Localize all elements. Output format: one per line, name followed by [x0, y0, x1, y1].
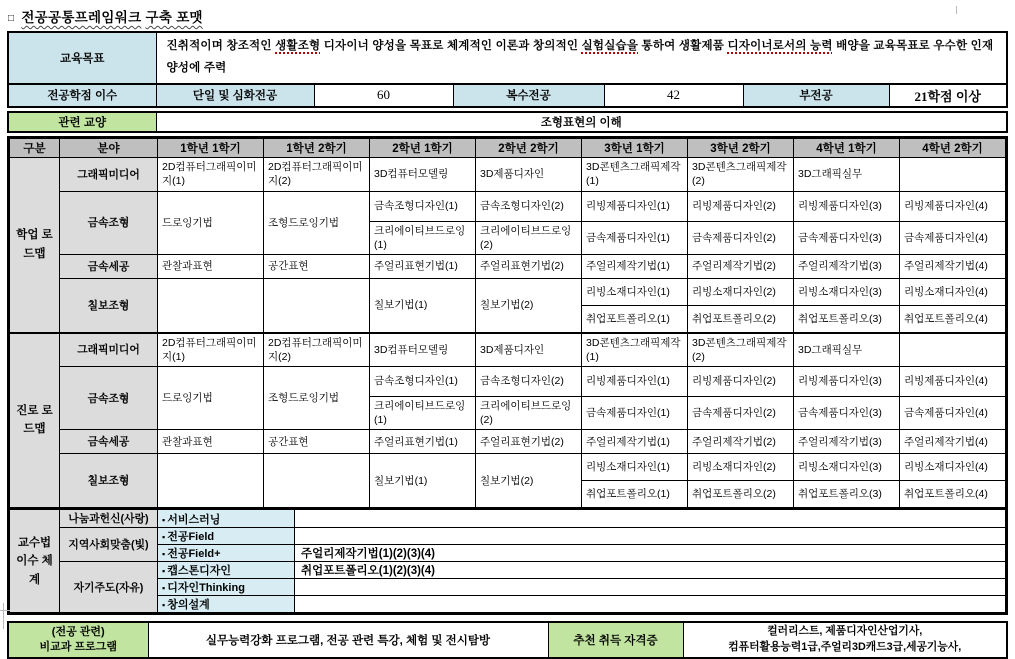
- page-title-text: [21, 10, 203, 25]
- roadmap-course-cell: 2D컴퓨터그래픽이미지(1): [158, 333, 264, 367]
- roadmap-course-cell: 취업포트폴리오(2): [688, 481, 794, 508]
- roadmap-course-cell: 리빙소재디자인(3): [794, 279, 900, 306]
- small-square-bullet-icon: ▪: [162, 532, 166, 543]
- roadmap-course-cell: 주얼리제작기법(4): [900, 430, 1006, 454]
- column-header: 4학년 2학기: [900, 138, 1006, 157]
- teaching-item-value: [295, 509, 1006, 528]
- roadmap-course-cell: 금속제품디자인(2): [688, 221, 794, 254]
- column-header: 1학년 2학기: [264, 138, 370, 157]
- roadmap-course-cell: 취업포트폴리오(4): [900, 306, 1006, 333]
- education-goal-label: 교육목표: [8, 32, 156, 84]
- education-goal-table: [7, 31, 1008, 108]
- small-square-bullet-icon: ▪: [162, 549, 166, 560]
- roadmap-course-cell: [158, 279, 264, 333]
- roadmap-course-cell: 주얼리표현기법(2): [476, 255, 582, 279]
- extracurricular-label-line2: 비교과 프로그램: [39, 641, 117, 654]
- small-square-bullet-icon: ▪: [162, 514, 166, 525]
- roadmap-course-cell: 2D컴퓨터그래픽이미지(2): [264, 333, 370, 367]
- roadmap-course-cell: 리빙제품디자인(1): [582, 367, 688, 397]
- roadmap-course-cell: 3D제품디자인: [476, 333, 582, 367]
- document-page: [0, 6, 1015, 654]
- roadmap-area-label: 금속세공: [60, 430, 158, 454]
- roadmap-course-cell: 리빙제품디자인(2): [688, 367, 794, 397]
- roadmap-area-label: 금속세공: [60, 255, 158, 279]
- text-segment: 전공공통프레임워크: [21, 10, 142, 25]
- extracurricular-table: [7, 621, 1008, 658]
- teaching-item-value: [295, 596, 1006, 613]
- teaching-item: [158, 579, 295, 596]
- credit-type-single: 단일 및 심화전공: [156, 84, 314, 107]
- teaching-method-table: [9, 508, 1006, 613]
- roadmap-course-cell: 금속조형디자인(2): [476, 191, 582, 221]
- roadmap-course-cell: 금속조형디자인(1): [370, 191, 476, 221]
- roadmap-course-cell: 공간표현: [264, 430, 370, 454]
- liberal-arts-label: 관련 교양: [8, 112, 156, 132]
- roadmap-course-cell: 리빙제품디자인(4): [900, 191, 1006, 221]
- roadmap-course-cell: [264, 279, 370, 333]
- roadmap-course-cell: 3D제품디자인: [476, 157, 582, 191]
- roadmap-course-cell: 크리에이티브드로잉(1): [370, 397, 476, 430]
- roadmap-course-cell: 금속제품디자인(3): [794, 221, 900, 254]
- roadmap-course-cell: 금속조형디자인(1): [370, 367, 476, 397]
- teaching-item-label: 전공Field+: [167, 548, 221, 561]
- roadmap-course-cell: 조형드로잉기법: [264, 367, 370, 430]
- roadmap-course-cell: 취업포트폴리오(3): [794, 306, 900, 333]
- text-segment: 생활조형: [275, 40, 321, 52]
- roadmap-section-label: 학업 로드맵: [10, 157, 60, 332]
- roadmap-course-cell: 크리에이티브드로잉(2): [476, 397, 582, 430]
- roadmap-course-cell: 취업포트폴리오(2): [688, 306, 794, 333]
- certificates-value: [683, 622, 1007, 657]
- roadmap-course-cell: 취업포트폴리오(4): [900, 481, 1006, 508]
- roadmap-course-cell: 금속제품디자인(1): [582, 221, 688, 254]
- teaching-item-value: [295, 528, 1006, 545]
- teaching-item: [158, 562, 295, 579]
- roadmap-course-cell: 금속제품디자인(4): [900, 397, 1006, 430]
- certificates-line2: 컴퓨터활용능력1급,주얼리3D캐드3급,세공기능사,: [728, 641, 962, 654]
- teaching-item-label: 창의설계: [167, 599, 210, 612]
- roadmap-table: [9, 138, 1006, 509]
- roadmap-course-cell: 크리에이티브드로잉(1): [370, 221, 476, 254]
- extracurricular-label: [8, 622, 148, 657]
- teaching-item-value: 주얼리제작기법(1)(2)(3)(4): [295, 545, 1006, 562]
- extracurricular-programs: 실무능력강화 프로그램, 전공 관련 특강, 체험 및 전시탐방: [148, 622, 548, 657]
- roadmap-course-cell: 주얼리제작기법(1): [582, 430, 688, 454]
- roadmap-course-cell: 리빙제품디자인(3): [794, 367, 900, 397]
- curriculum-block: [7, 136, 1008, 616]
- roadmap-area-label: 칠보조형: [60, 279, 158, 333]
- roadmap-course-cell: 취업포트폴리오(1): [582, 306, 688, 333]
- roadmap-area-label: 금속조형: [60, 191, 158, 254]
- credit-type-double: 복수전공: [453, 84, 604, 107]
- roadmap-course-cell: [900, 157, 1006, 191]
- column-header: 1학년 1학기: [158, 138, 264, 157]
- credit-value-double: 42: [604, 84, 743, 107]
- small-square-bullet-icon: ▪: [162, 600, 166, 611]
- page-title: [8, 6, 1015, 26]
- roadmap-course-cell: 주얼리제작기법(4): [900, 255, 1006, 279]
- roadmap-course-cell: 리빙소재디자인(4): [900, 454, 1006, 481]
- credit-value-single: 60: [314, 84, 453, 107]
- roadmap-course-cell: 주얼리제작기법(1): [582, 255, 688, 279]
- liberal-arts-value: 조형표현의 이해: [156, 112, 1007, 132]
- roadmap-course-cell: 주얼리표현기법(1): [370, 430, 476, 454]
- column-header: 2학년 1학기: [370, 138, 476, 157]
- roadmap-course-cell: 금속조형디자인(2): [476, 367, 582, 397]
- column-header: 2학년 2학기: [476, 138, 582, 157]
- text-segment: 구축 포맷: [145, 10, 203, 25]
- roadmap-course-cell: 리빙소재디자인(4): [900, 279, 1006, 306]
- roadmap-course-cell: 3D컴퓨터모델링: [370, 157, 476, 191]
- roadmap-course-cell: 주얼리제작기법(3): [794, 430, 900, 454]
- roadmap-section-label: 진로 로드맵: [10, 333, 60, 508]
- roadmap-course-cell: 조형드로잉기법: [264, 191, 370, 254]
- roadmap-course-cell: 드로잉기법: [158, 191, 264, 254]
- teaching-group-label: 지역사회맞춤(빛): [60, 528, 158, 562]
- text-segment: 디자이너로서의 능력: [727, 40, 833, 52]
- roadmap-course-cell: 3D콘텐츠그래픽제작(2): [688, 333, 794, 367]
- roadmap-course-cell: 취업포트폴리오(3): [794, 481, 900, 508]
- roadmap-course-cell: 3D그래픽실무: [794, 157, 900, 191]
- column-header: 구분: [10, 138, 60, 157]
- roadmap-course-cell: 주얼리표현기법(2): [476, 430, 582, 454]
- roadmap-course-cell: 금속제품디자인(2): [688, 397, 794, 430]
- text-segment: 배양을 교육목표로 우수한 인재 양성에 주력: [166, 40, 994, 74]
- roadmap-area-label: 칠보조형: [60, 454, 158, 508]
- teaching-item-label: 디자인Thinking: [167, 582, 245, 595]
- small-square-bullet-icon: ▪: [162, 566, 166, 577]
- roadmap-course-cell: 리빙소재디자인(3): [794, 454, 900, 481]
- roadmap-course-cell: 칠보기법(2): [476, 279, 582, 333]
- credits-label: 전공학점 이수: [8, 84, 156, 107]
- roadmap-course-cell: 취업포트폴리오(1): [582, 481, 688, 508]
- roadmap-course-cell: 금속제품디자인(3): [794, 397, 900, 430]
- page-margin-guide: [0, 610, 10, 611]
- column-header: 분야: [60, 138, 158, 157]
- liberal-arts-table: [7, 111, 1008, 133]
- teaching-group-label: 자기주도(자유): [60, 562, 158, 613]
- roadmap-course-cell: 드로잉기법: [158, 367, 264, 430]
- roadmap-course-cell: 칠보기법(2): [476, 454, 582, 508]
- roadmap-course-cell: 3D그래픽실무: [794, 333, 900, 367]
- page-margin-guide: [3, 603, 4, 629]
- teaching-item: [158, 596, 295, 613]
- roadmap-area-label: 금속조형: [60, 367, 158, 430]
- roadmap-course-cell: 리빙제품디자인(2): [688, 191, 794, 221]
- teaching-item-value: [295, 579, 1006, 596]
- teaching-item-label: 캡스톤디자인: [167, 565, 231, 578]
- roadmap-course-cell: 칠보기법(1): [370, 454, 476, 508]
- roadmap-course-cell: 3D콘텐츠그래픽제작(2): [688, 157, 794, 191]
- text-segment: 디자이너 양성을 목표로 체계적인 이론과 창의적인: [320, 40, 582, 52]
- small-square-bullet-icon: ▪: [162, 583, 166, 594]
- roadmap-course-cell: 관찰과표현: [158, 255, 264, 279]
- roadmap-course-cell: 리빙제품디자인(4): [900, 367, 1006, 397]
- roadmap-course-cell: 주얼리제작기법(3): [794, 255, 900, 279]
- roadmap-course-cell: 칠보기법(1): [370, 279, 476, 333]
- column-header: 3학년 1학기: [582, 138, 688, 157]
- roadmap-course-cell: [264, 454, 370, 508]
- teaching-item: [158, 545, 295, 562]
- column-header: 4학년 1학기: [794, 138, 900, 157]
- roadmap-course-cell: 관찰과표현: [158, 430, 264, 454]
- text-segment: 진취적이며 창조적인: [166, 40, 276, 52]
- roadmap-area-label: 그래픽미디어: [60, 157, 158, 191]
- roadmap-course-cell: 리빙제품디자인(3): [794, 191, 900, 221]
- roadmap-course-cell: 리빙소재디자인(2): [688, 279, 794, 306]
- roadmap-course-cell: 리빙소재디자인(2): [688, 454, 794, 481]
- teaching-item-label: 서비스러닝: [167, 513, 221, 526]
- teaching-item-label: 전공Field: [167, 531, 215, 544]
- extracurricular-label-line1: (전공 관련): [51, 626, 105, 639]
- teaching-item: [158, 528, 295, 545]
- roadmap-course-cell: 리빙소재디자인(1): [582, 454, 688, 481]
- teaching-group-label: 나눔과헌신(사랑): [60, 509, 158, 528]
- roadmap-course-cell: 3D콘텐츠그래픽제작(1): [582, 157, 688, 191]
- roadmap-course-cell: [900, 333, 1006, 367]
- certificates-line1: 컬러리스트, 제품디자인산업기사,: [767, 625, 923, 638]
- roadmap-course-cell: 주얼리제작기법(2): [688, 430, 794, 454]
- credit-value-minor: 21학점 이상: [889, 84, 1007, 107]
- column-header: 3학년 2학기: [688, 138, 794, 157]
- text-segment: 통하여 생활제품: [638, 40, 728, 52]
- teaching-item-value: 취업포트폴리오(1)(2)(3)(4): [295, 562, 1006, 579]
- square-bullet-icon: □: [8, 13, 15, 24]
- roadmap-area-label: 그래픽미디어: [60, 333, 158, 367]
- roadmap-course-cell: 금속제품디자인(1): [582, 397, 688, 430]
- roadmap-course-cell: 2D컴퓨터그래픽이미지(1): [158, 157, 264, 191]
- roadmap-course-cell: 금속제품디자인(4): [900, 221, 1006, 254]
- education-goal-text: [156, 32, 1007, 84]
- credit-type-minor: 부전공: [743, 84, 889, 107]
- roadmap-course-cell: 주얼리표현기법(1): [370, 255, 476, 279]
- roadmap-course-cell: 주얼리제작기법(2): [688, 255, 794, 279]
- roadmap-course-cell: 2D컴퓨터그래픽이미지(2): [264, 157, 370, 191]
- roadmap-course-cell: 3D콘텐츠그래픽제작(1): [582, 333, 688, 367]
- roadmap-course-cell: [158, 454, 264, 508]
- roadmap-course-cell: 공간표현: [264, 255, 370, 279]
- roadmap-course-cell: 크리에이티브드로잉(2): [476, 221, 582, 254]
- page-margin-guide: [956, 6, 957, 14]
- roadmap-course-cell: 리빙제품디자인(1): [582, 191, 688, 221]
- teaching-section-label: 교수법 이수 체계: [10, 509, 60, 613]
- text-segment: 실험실습을: [581, 40, 639, 52]
- teaching-item: [158, 509, 295, 528]
- roadmap-course-cell: 3D컴퓨터모델링: [370, 333, 476, 367]
- roadmap-course-cell: 리빙소재디자인(1): [582, 279, 688, 306]
- certificates-label: 추천 취득 자격증: [548, 622, 683, 657]
